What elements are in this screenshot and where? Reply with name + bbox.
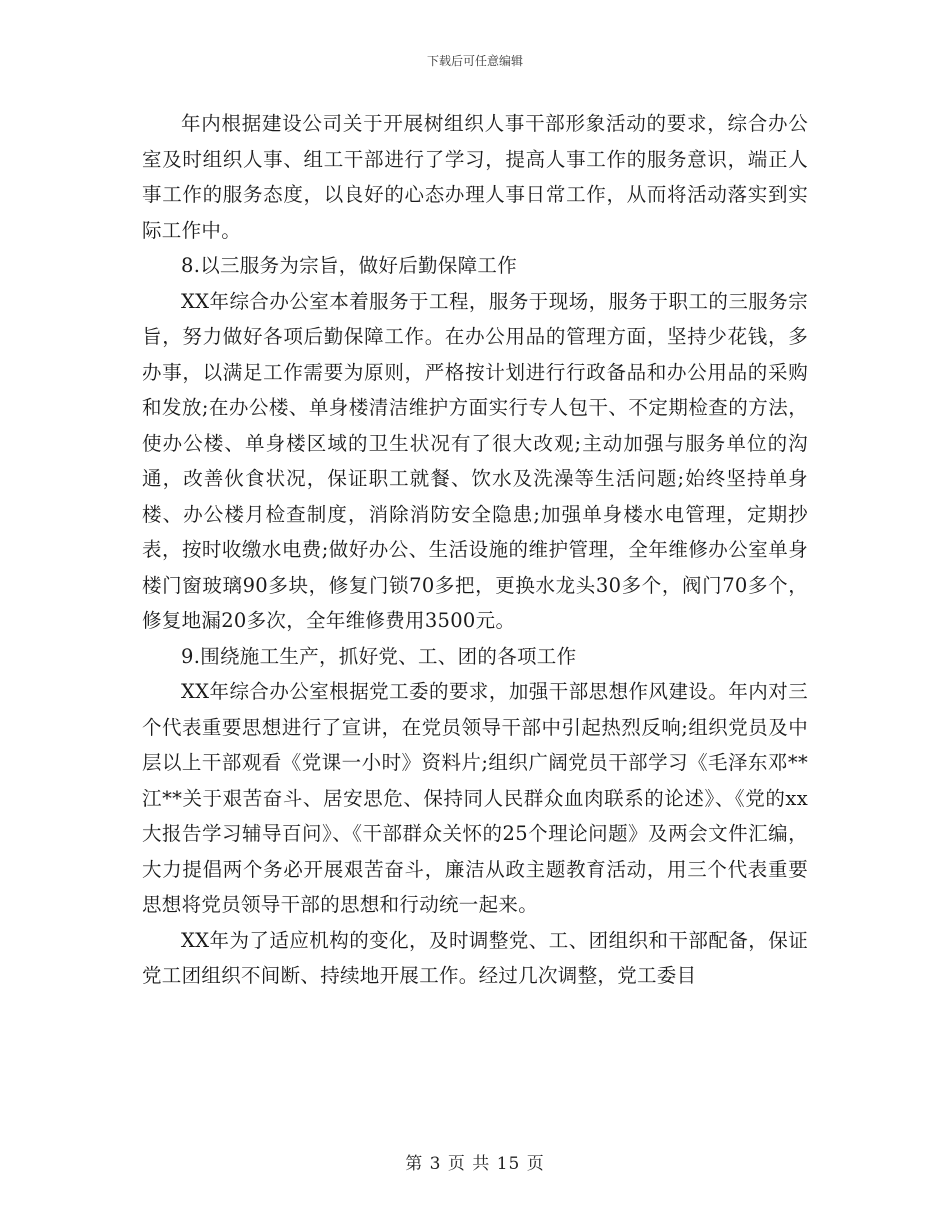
section-heading-9: 9.围绕施工生产，抓好党、工、团的各项工作 bbox=[181, 644, 577, 668]
section-heading-8: 8.以三服务为宗旨，做好后勤保障工作 bbox=[181, 254, 518, 277]
paragraph-personnel-activity: 年内根据建设公司关于开展树组织人事干部形象活动的要求，综合办公室及时组织人事、组工干部进行了学习，提高人事工作的服务意识，端正人事工作的服务态度，以良好的心态办理人事日常工作，从而将活动落实到实际工作中。 bbox=[142, 112, 808, 242]
document-body bbox=[142, 106, 808, 994]
page-number: 第 3 页 共 15 页 bbox=[405, 1154, 545, 1174]
page-header-note: 下载后可任意编辑 bbox=[426, 54, 523, 68]
paragraph-organization-adjust: XX年为了适应机构的变化，及时调整党、工、团组织和干部配备，保证党工团组织不间断、持续地开展工作。经过几次调整，党工委目 bbox=[142, 928, 808, 987]
paragraph-party-work: XX年综合办公室根据党工委的要求，加强干部思想作风建设。年内对三个代表重要思想进行了宣讲，在党员领导干部中引起热烈反响;组织党员及中层以上干部观看《党课一小时》资料片;组织广阔党员干部学习《毛泽东邓**江**关于艰苦奋斗、居安思危、保持同人民群众血肉联系的论述》、《党的xx大报告学习辅导百问》、《干部群众关怀的25个理论问题》及两会文件汇编，大力提倡两个务必开展艰苦奋斗，廉洁从政主题教育活动，用三个代表重要思想将党员领导干部的思想和行动统一起来。 bbox=[142, 680, 808, 916]
paragraph-logistics: XX年综合办公室本着服务于工程，服务于现场，服务于职工的三服务宗旨，努力做好各项后勤保障工作。在办公用品的管理方面，坚持少花钱，多办事，以满足工作需要为原则，严格按计划进行行政备品和办公用品的采购和发放;在办公楼、单身楼清洁维护方面实行专人包干、不定期检查的方法，使办公楼、单身楼区域的卫生状况有了很大改观;主动加强与服务单位的沟通，改善伙食状况，保证职工就餐、饮水及洗澡等生活问题;始终坚持单身楼、办公楼月检查制度，消除消防安全隐患;加强单身楼水电管理，定期抄表，按时收缴水电费;做好办公、生活设施的维护管理，全年维修办公室单身楼门窗玻璃90多块，修复门锁70多把，更换水龙头30多个，阀门70多个，修复地漏20多次，全年维修费用3500元。 bbox=[142, 289, 808, 632]
